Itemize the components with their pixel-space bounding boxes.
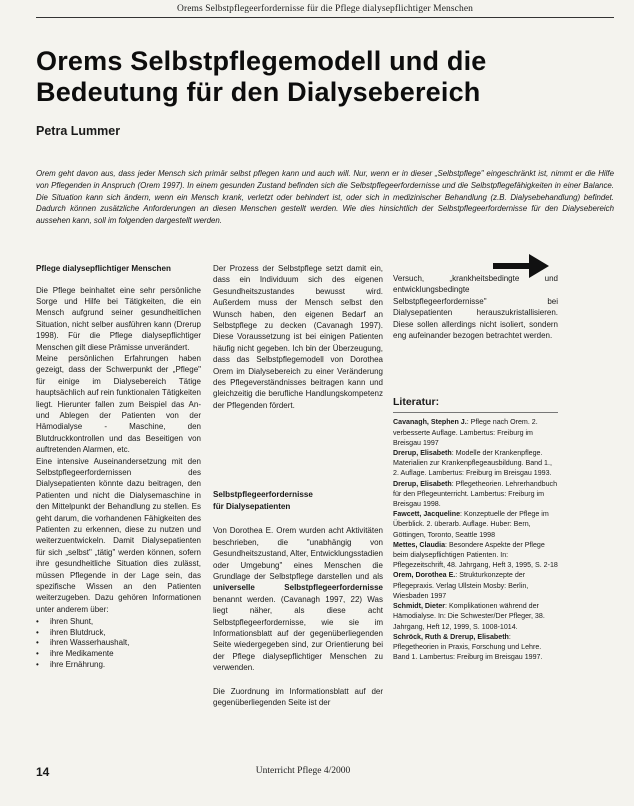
header-rule — [36, 17, 614, 18]
reference-author: Fawcett, Jacqueline — [393, 510, 461, 519]
bold-term: universelle Selbstpflegeerfordernisse — [213, 583, 383, 593]
paragraph: Meine persönlichen Erfahrungen haben gezeigt, dass der Schwerpunkt der „Pflege" für einige im Dialysebereich Tätige hauptsächlich auf rein funktionalen Tätigkeiten liegt. Hierunter fallen zum Beispiel das An- und Ablegen der Patienten von der Hämodialyse - Maschine, den Blutdruckkontrollen und das Beseitigen von auftretenden Alarmen, etc. — [36, 353, 201, 455]
section-heading-pflege: Pflege dialysepflichtiger Menschen — [36, 264, 171, 273]
text-run: benannt werden. (Cavanagh 1997, 22) Was liegt näher, als diese acht Selbstpflegeerfordernisse, wie sie im Informationsblatt auf der gegenüberliegenden Seite wiedergegeben sind, zur Orientierung bei der Pflege dialysepflichtiger Menschen zu verwenden. — [213, 594, 383, 673]
column-left — [36, 263, 201, 670]
list-item: • ihre Medikamente — [36, 649, 201, 660]
paragraph: Versuch, „krankheitsbedingte und entwicklungsbedingte Selbstpflegeerfordernisse" bei Dialysepatienten herauszukristallisieren. Diese sollen allerdings nicht isoliert, sondern eng aufeinander bezogen betrachtet werden. — [393, 274, 558, 341]
page-number: 14 — [36, 765, 50, 779]
literature-rule — [393, 412, 558, 413]
reference-text: : Pflege nach Orem. 2. verbesserte Auflage. Lambertus: Freiburg im Breisgau 1997 — [393, 418, 538, 447]
reference-author: Drerup, Elisabeth — [393, 449, 452, 458]
reference-item — [393, 448, 558, 479]
column-middle — [213, 263, 383, 708]
heading-line: für Dialysepatienten — [213, 502, 291, 512]
paragraph — [213, 525, 383, 673]
reference-item — [393, 601, 558, 632]
list-item: • ihren Shunt, — [36, 617, 201, 628]
reference-item — [393, 632, 558, 663]
reference-author: Cavanagh, Stephen J. — [393, 418, 467, 427]
info-list — [36, 617, 201, 670]
reference-item — [393, 540, 558, 571]
reference-item — [393, 509, 558, 540]
heading-line: Selbstpflegeerfordernisse — [213, 490, 313, 500]
reference-author: Orem, Dorothea E. — [393, 571, 456, 580]
spacer — [393, 341, 558, 396]
reference-author: Schmidt, Dieter — [393, 602, 446, 611]
reference-text: : Pflegetheorien. Lehrerhandbuch für den Pflegeunterricht. Lambertus: Freiburg im Breisgau 1998. — [393, 479, 558, 509]
list-item: • ihre Ernährung. — [36, 660, 201, 671]
spacer — [393, 263, 558, 273]
reference-author: Mettes, Claudia — [393, 540, 446, 549]
article-lead: Orem geht davon aus, dass jeder Mensch sich primär selbst pflegen kann und auch will. Nur, wenn er in dieser „Selbstpflege" eingeschränkt ist, nimmt er die Hilfe von Pflegenden in Anspruch (Orem 1997). In einem gesunden Zustand befinden sich die Selbstpflegeerfordernisse und die Selbstpflegefähigkeiten in einer Balance. Die Situation kann sich ändern, wenn ein Mensch krank, verletzt oder behindert ist, oder sich in medizinischer Behandlung (z.B. Dialysebehandlung) befindet. Dadurch können zusätzliche Anforderungen an diesen Menschen gestellt werden. Wie dies hinsichtlich der Selbstpflegeerfordernisse für den Dialysebereich aussehen kann, soll im folgenden dargestellt werden. — [36, 169, 614, 226]
reference-text: : Besondere Aspekte der Pflege beim dialysepflichtigen Patienten. In: Pflegezeitschrift, 48. Jahrgang, Heft 3, 1995, S. 2-18 — [393, 540, 558, 570]
article-title: Orems Selbstpflegemodell und die Bedeutung für den Dialysebereich — [36, 46, 487, 107]
list-item: • ihren Blutdruck, — [36, 628, 201, 639]
paragraph: Eine intensive Auseinandersetzung mit den Selbstpflegeerfordernissen des Dialysepatienten könnte dazu beitragen, den Patienten und nicht die Dialysemaschine in den Mittelpunkt der Behandlung zu stellen. Es geht darum, die vorhandenen Fähigkeiten des Patienten zu erkennen, diese zu nutzen und weiterzuentwickeln. Damit Dialysepatienten für sich „selbst" „tätig" werden können, sofern ihre gesundheitliche Situation dies zulässt, müssen Pflegende in der Lage sein, das spezifische Wissen an den Patienten weiterzugeben. Dazu gehören Informationen unter anderem über: — [36, 456, 201, 614]
spacer — [213, 411, 383, 489]
reference-text: : Pflegetheorien in Praxis, Forschung und Lehre. Band 1. Lambertus: Freiburg im Breisgau 1997. — [393, 632, 543, 662]
reference-author: Drerup, Elisabeth — [393, 479, 452, 488]
text-run: Von Dorothea E. Orem wurden acht Aktivitäten beschrieben, die "unabhängig von Gesundheitszustand, Alter, Entwicklungsstadien oder Umgebung" eines Menschen die Grundlage der Selbstpflege darstellen und als — [213, 526, 383, 581]
paragraph: Der Prozess der Selbstpflege setzt damit ein, dass ein Individuum sich des eigenen Gesundheitszustandes bewusst wird. Außerdem muss der Mensch selbst den Wunsch haben, den eigenen Bedarf an Selbstpflege zu decken (Cavanagh 1997). Diese Voraussetzung ist bei einigen Patienten häufig nicht gegeben. Ich bin der Überzeugung, dass das Selbstpflegemodell von Dorothea Orem im Dialysebereich zu einer Veränderung des Pflegeverständnisses beitragen kann und gleichzeitig die berufliche Handlungskompetenz der Pflegenden fördert. — [213, 264, 383, 410]
reference-item — [393, 479, 558, 510]
journal-footer: Unterricht Pflege 4/2000 — [255, 766, 351, 776]
reference-item — [393, 570, 558, 601]
reference-text: : Komplikationen während der Hämodialyse. In: Die Schwester/Der Pfleger, 38. Jahrgang, Heft 12, 1999, S. 1008-1014. — [393, 602, 545, 631]
reference-author: Schröck, Ruth & Drerup, Elisabeth — [393, 632, 509, 641]
article-author: Petra Lummer — [36, 124, 121, 138]
reference-text: : Konzeptuelle der Pflege im Überblick. 2. überarb. Auflage. Huber: Bern, Göttingen, Toronto, Seattle 1998 — [393, 510, 549, 539]
section-heading-selbstpflege — [213, 489, 383, 513]
running-header: Orems Selbstpflegeerfordernisse für die Pflege dialysepflichtiger Menschen — [177, 4, 473, 14]
literature-heading: Literatur: — [393, 396, 440, 409]
list-item: • ihren Wasserhaushalt, — [36, 638, 201, 649]
column-right — [393, 263, 558, 662]
paragraph: Die Pflege beinhaltet eine sehr persönliche Sorge und Hilfe bei Tätigkeiten, die ein Mensch aufgrund seiner gesundheitlichen Situation, nicht selber ausführen kann (Drerup 1998). Für die Pflege dialysepflichtiger Menschen gilt diese Prämisse unverändert. — [36, 285, 201, 352]
reference-list — [393, 417, 558, 662]
paragraph: Die Zuordnung im Informationsblatt auf der gegenüberliegenden Seite ist der — [213, 686, 383, 707]
reference-item — [393, 417, 558, 448]
reference-text: : Strukturkonzepte der Pflegepraxis. Verlag Ullstein Mosby: Berlin, Wiesbaden 1997 — [393, 571, 529, 600]
reference-text: : Modelle der Krankenpflege. Materialien zur Krankenpflegeausbildung. Band 1., 2. Auflage. Lambertus: Freiburg im Breisgau 1993. — [393, 449, 552, 478]
